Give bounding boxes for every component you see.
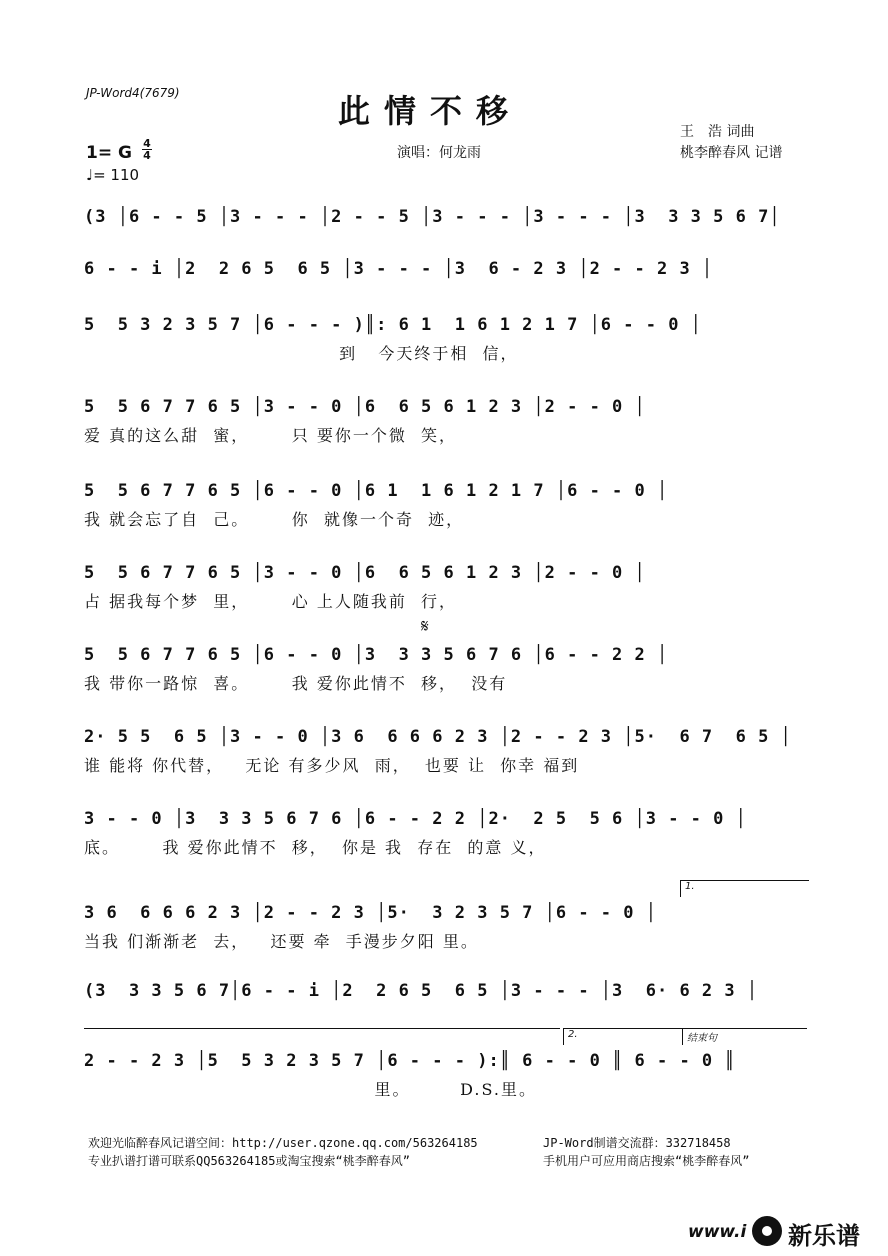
composer-credit: 王 浩 词曲 — [680, 124, 755, 140]
lyrics-line: 到 今天终于相 信， — [84, 344, 519, 363]
notes-line: 5 5 6 7 7 6 5 │6 - - 0 │3 3 3 5 6 7 6 │6 - - 2 2 │ — [84, 645, 669, 665]
score-row — [84, 256, 806, 282]
footer-line2-right: 手机用户可应用商店搜索“桃李醉春风” — [543, 1154, 750, 1168]
score-row — [84, 204, 806, 230]
notes-line: 3 - - 0 │3 3 3 5 6 7 6 │6 - - 2 2 │2· 2 5 5 6 │3 - - 0 │ — [84, 809, 747, 829]
lyrics-line: 我 带你一路惊 喜。 我 爱你此情不 移， 没有 — [84, 674, 508, 693]
lyrics-line: 底。 我 爱你此情不 移， 你是 我 存在 的意 义， — [84, 838, 547, 857]
footer-line1-left: 欢迎光临醉春风记谱空间：http://user.qzone.qq.com/563264185 — [88, 1136, 478, 1150]
notes-line: 5 5 6 7 7 6 5 │6 - - 0 │6 1 1 6 1 2 1 7 │6 - - 0 │ — [84, 481, 669, 501]
lyrics-line: 里。 D.S.里。 — [84, 1080, 537, 1099]
time-sig-top: 4 — [143, 137, 151, 150]
score-row — [84, 642, 806, 696]
system-divider-line — [84, 1028, 560, 1029]
transcriber-credit: 桃李醉春风 记谱 — [680, 145, 783, 161]
notes-line: 2 - - 2 3 │5 5 3 2 3 5 7 │6 - - - ):║ 6 - - 0 ║ 6 - - 0 ║ — [84, 1051, 736, 1071]
watermark-url: www.i — [688, 1222, 747, 1242]
record-center — [762, 1226, 772, 1236]
notes-line: 6 - - i │2 2 6 5 6 5 │3 - - - │3 6 - 2 3 │2 - - 2 3 │ — [84, 259, 714, 279]
notes-line: 3 6 6 6 6 2 3 │2 - - 2 3 │5· 3 2 3 5 7 │6 - - 0 │ — [84, 903, 657, 923]
score-row — [84, 560, 806, 614]
lyrics-line: 占 据我每个梦 里， 心 上人随我前 行， — [84, 592, 458, 611]
volta-second-ending: 2. — [563, 1028, 684, 1045]
lyrics-line: 当我 们渐渐老 去， 还要 牵 手漫步夕阳 里。 — [84, 932, 479, 951]
notes-line: 5 5 6 7 7 6 5 │3 - - 0 │6 6 5 6 1 2 3 │2 - - 0 │ — [84, 563, 646, 583]
lyrics-line: 我 就会忘了自 己。 你 就像一个奇 迹， — [84, 510, 465, 529]
notes-line: (3 3 3 5 6 7│6 - - i │2 2 6 5 6 5 │3 - - - │3 6· 6 2 3 │ — [84, 981, 759, 1001]
score-row — [84, 724, 806, 778]
record-logo-icon — [752, 1216, 782, 1246]
singer-credit: 演唱：何龙雨 — [397, 145, 481, 161]
song-title: 此情不移 — [338, 92, 523, 130]
brand-logo: 新乐谱 — [788, 1223, 860, 1250]
volta-first-ending: 1. — [680, 880, 809, 897]
time-sig-bottom: 4 — [143, 149, 151, 162]
time-signature — [142, 138, 152, 161]
score-row — [84, 978, 806, 1004]
software-label: JP-Word4(7679) — [86, 86, 180, 100]
score-row — [84, 1048, 806, 1102]
key-signature: 1= G — [86, 143, 132, 163]
score-row — [84, 312, 806, 366]
ending-label: 结束句 — [682, 1028, 807, 1045]
lyrics-line: 爱 真的这么甜 蜜， 只 要你一个微 笑， — [84, 426, 458, 445]
notes-line: 2· 5 5 6 5 │3 - - 0 │3 6 6 6 6 2 3 │2 - - 2 3 │5· 6 7 6 5 │ — [84, 727, 792, 747]
score-row — [84, 478, 806, 532]
notes-line: 5 5 6 7 7 6 5 │3 - - 0 │6 6 5 6 1 2 3 │2 - - 0 │ — [84, 397, 646, 417]
segno-icon: 𝄋 — [421, 616, 429, 637]
score-row — [84, 394, 806, 448]
footer-line2-left: 专业扒谱打谱可联系QQ563264185或淘宝搜索“桃李醉春风” — [88, 1154, 410, 1168]
footer-line1-right: JP-Word制谱交流群：332718458 — [543, 1136, 731, 1150]
notes-line: 5 5 3 2 3 5 7 │6 - - - )║: 6 1 1 6 1 2 1 7 │6 - - 0 │ — [84, 315, 702, 335]
score-row — [84, 900, 806, 954]
score-row — [84, 806, 806, 860]
lyrics-line: 谁 能将 你代替， 无论 有多少风 雨， 也要 让 你幸 福到 — [84, 756, 580, 775]
tempo-marking: ♩= 110 — [86, 166, 140, 184]
notes-line: (3 │6 - - 5 │3 - - - │2 - - 5 │3 - - - │3 - - - │3 3 3 5 6 7│ — [84, 207, 781, 227]
